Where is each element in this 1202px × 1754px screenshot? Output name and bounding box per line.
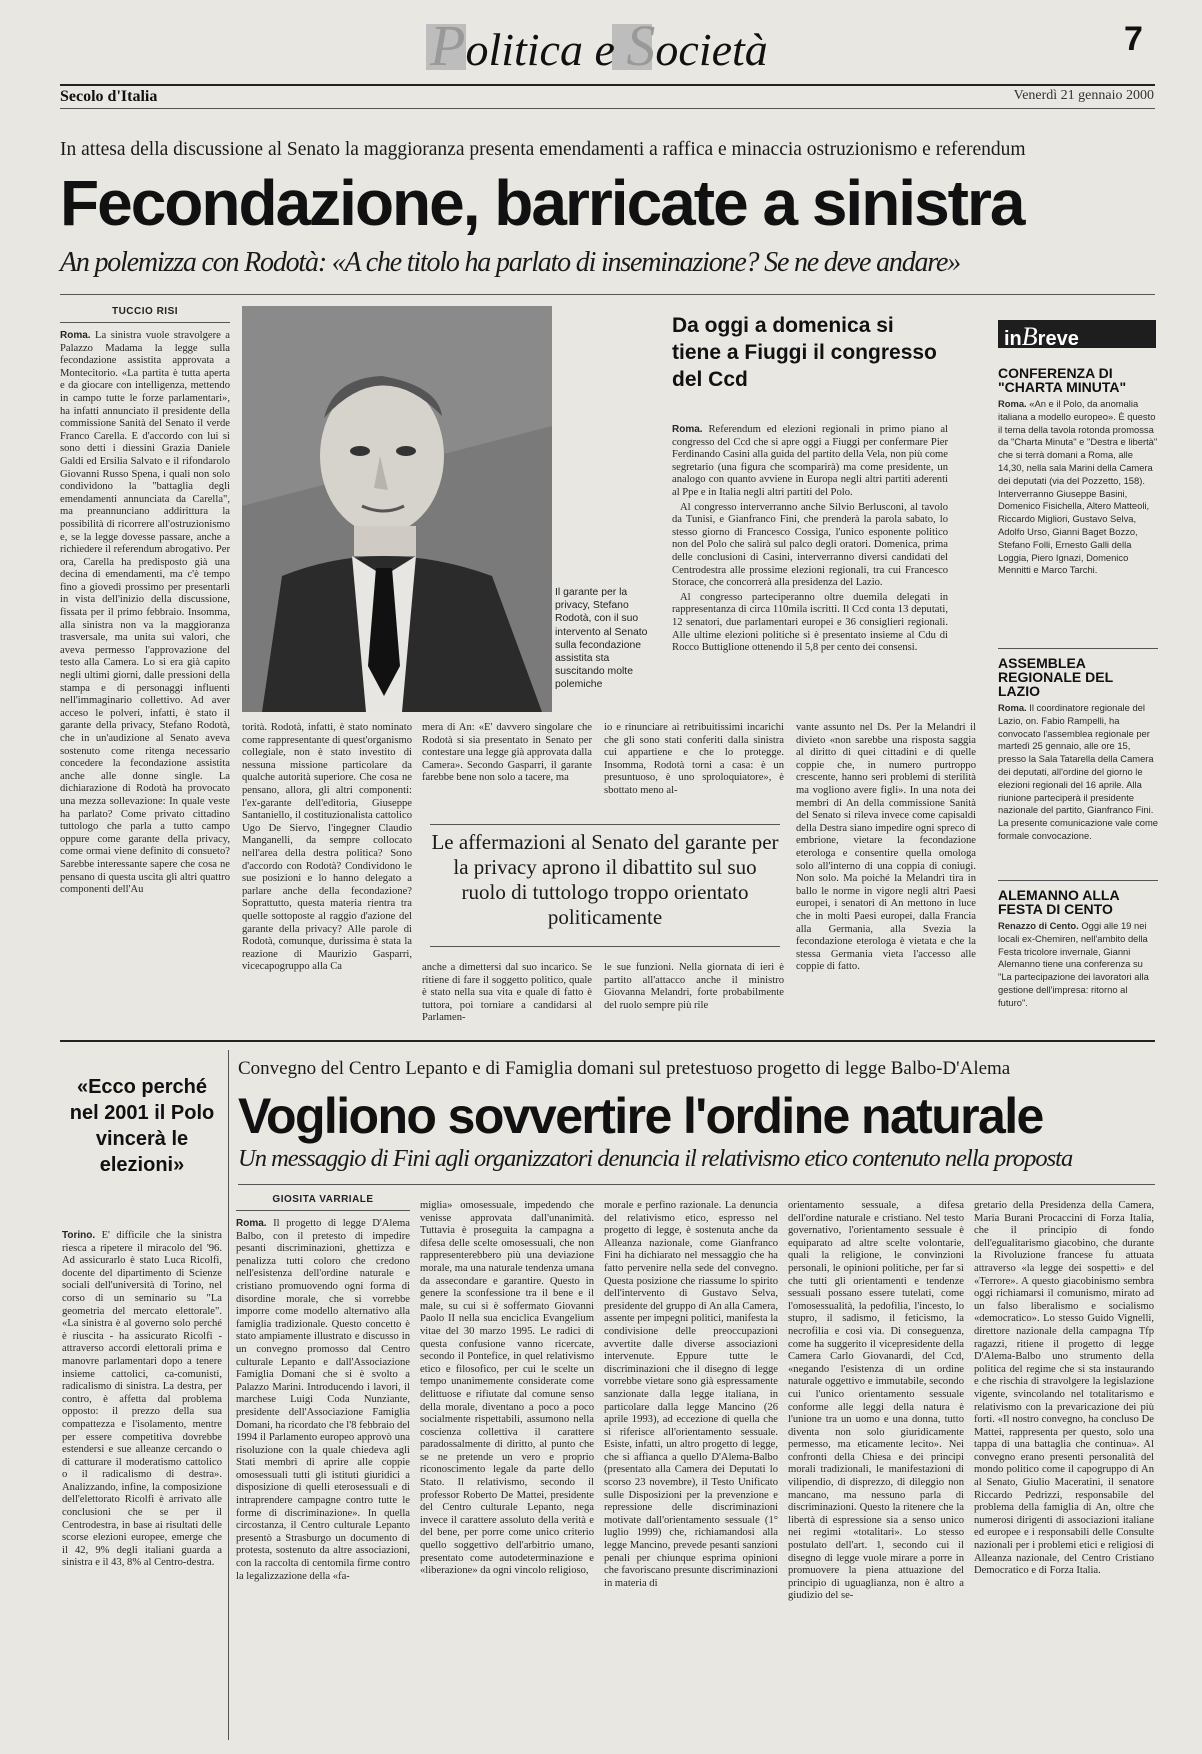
- article1-col2-text: torità. Rodotà, infatti, è stato nominato come rappresentante di quest'organismo collegiale, non è stato investito di nessuna missione particolare da qualche autorità superiore. Che cosa ne pensano, allora, gli altri componenti: l'ex-garante dell'editoria, Giuseppe Santaniello, il costituzionalista cattolico Ugo De Siervo, l'ingegner Claudio Manganelli, da sempre collocato nell'area della destra politica? Sono d'accordo con Rodotà? Condividono le sue posizioni e lo hanno delegato a parlare anche della fecondazione? Soprattutto, questa materia rientra tra quelle sottoposte al raggio d'azione del garante della privacy? Alle parole di Rodotà, comunque, durissima è stata la reazione di Maurizio Gasparri, vicecapogruppo alla Ca: [242, 722, 412, 973]
- pullquote-rule-bottom: [430, 946, 780, 947]
- article2-column-2: [420, 1200, 594, 1740]
- polo-box-text: [62, 1230, 222, 1742]
- article1-headline: Fecondazione, barricate a sinistra: [60, 167, 1024, 239]
- article1-col3b-text: anche a dimettersi dal suo incarico. Se ritiene di fare il soggetto politico, quale è stato nella sua vita e quale di fatto è tuttora, poi torniare a candidarsi al Parlamen-: [422, 962, 592, 1024]
- polo-box-headline: «Ecco perché nel 2001 il Polo vincerà le elezioni»: [69, 1076, 215, 1176]
- in-breve-label: [1004, 322, 1079, 352]
- polo-box-text-body: E' difficile che la sinistra riesca a ripetere il miracolo del '96. Ad assicurarlo è stato Luca Ricolfi, docente del dipartimento di Scienze sociali dell'università di Torino, nel corso di un seminario su "La geometria del mercato elettorale". «La sinistra è al governo solo perché è riuscita - ha assicurato Ricolfi - attraverso accordi elettorali prima e manovre parlamentari dopo a tenere insieme cattolici, ca-comunisti, radicalismo di sinistra. La destra, per contro, è affetta dal problema opposto: il prezzo della sua compattezza e l'isolamento, mentre per essere competitiva dovrebbe estendersi e sue alleanze cercando o di catturare il moderatismo cattolico o il radicalismo di destra». Analizzando, infine, la composizione dell'elettorato Ricolfi è arrivato alle conclusioni che se per il Centrodestra, in base ai risultati delle scorse elezioni europee, emerge che il 42, 9% degli italiani guarda a sinistra e il 43, 8% al Centro-destra.: [62, 1230, 222, 1569]
- ccd-text: [672, 424, 948, 712]
- article2-byline: GIOSITA VARRIALE: [272, 1194, 374, 1205]
- article2-col3-text: morale e perfino razionale. La denuncia del relativismo etico, espresso nel progetto di legge, è sostenuta anche da Alleanza nazionale, come Gianfranco Fini ha dichiarato nel messaggio che ha fatto pervenire nella sede del convegno. Questa posizione che riassume lo spirito dell'intervento di Gustavo Selva, presidente del gruppo di An alla Camera, assente per impegni politici, manifesta la condivisione delle preoccupazioni avvertite dalle diverse associazioni intervenute. Eppure tutte le discriminazioni che il disegno di legge vorrebbe vietare sono già espressamente sanzionate dalla legge italiana, in particolare dalla legge Mancino (26 aprile 1993), ad eccezione di quella che si riferisce all'orientamento sessuale. Esiste, infatti, un altro progetto di legge, che si affianca a quello D'Alema-Balbo (presentato alla Camera dei Deputati lo scorso 23 novembre), il Testo Unificato sulle Disposizioni per la prevenzione e repressione delle discriminazioni motivate dall'orientamento sessuale (1° luglio 1999) che, richiamandosi alla legge Mancino, prevede pesanti sanzioni penali per chiunque esprima opinioni che favoriscano presunte discriminazioni in materia di: [604, 1200, 778, 1589]
- article1-subheadline: An polemizza con Rodotà: «A che titolo ha parlato di inseminazione? Se ne deve andare»: [60, 247, 960, 278]
- in-breve-divider-1: [998, 648, 1158, 649]
- article1-kicker: In attesa della discussione al Senato la maggioranza presenta emendamenti a raffica e minaccia ostruzionismo e referendum: [60, 139, 1026, 160]
- section-title-part1: olitica e: [465, 24, 627, 75]
- article2-column-4: [788, 1200, 964, 1740]
- article1-col4b-text: le sue funzioni. Nella giornata di ieri è partito all'attacco anche il ministro Giovanna Melandri, forte probabilmente del ruolo sempre più rile: [604, 962, 784, 1011]
- article2-headline: Vogliono sovvertire l'ordine naturale: [238, 1088, 1043, 1144]
- in-breve-item-body: [998, 398, 1158, 577]
- section-title-initial-p: P: [430, 13, 466, 78]
- in-breve-divider-2: [998, 880, 1158, 881]
- article1-column-3b: [422, 962, 592, 1032]
- in-breve-item-body: [998, 702, 1158, 843]
- section-title-initial-s: S: [626, 13, 656, 78]
- ccd-text-3: Al congresso parteciperanno oltre duemila delegati in rappresentanza di circa 110mila iscritti. Il Ccd conta 13 deputati, 12 senatori, due parlamentari europei e 36 consiglieri regionali. Alle ultime elezioni politiche si è presentato insieme al Cdu di Rocco Buttiglione ottenendo il 5,8 per cento dei consensi.: [672, 591, 948, 654]
- ccd-headline: Da oggi a domenica si tiene a Fiuggi il congresso del Ccd: [672, 314, 937, 391]
- in-breve-item-body: [998, 920, 1158, 1010]
- in-breve-item-dateline: Renazzo di Cento.: [998, 920, 1079, 931]
- article1-column-2: [242, 722, 412, 982]
- article1-byline: TUCCIO RISI: [111, 306, 179, 317]
- article2-column-3: [604, 1200, 778, 1740]
- in-breve-item-2: [998, 656, 1158, 843]
- ccd-dateline: Roma.: [672, 424, 703, 435]
- header-rule: [60, 84, 1155, 86]
- rodota-photo: [242, 306, 552, 712]
- portrait-illustration: [242, 306, 552, 712]
- section-header: [400, 14, 820, 76]
- article2-rule: [238, 1184, 1155, 1185]
- in-breve-item-text: Oggi alle 19 nei locali ex-Chemiren, nell'ambito della Festa tricolore invernale, Gianni Alemanno tiene una conferenza su "La partecipazione dei lavoratori alla gestione dell'impresa: ritorno al futuro".: [998, 920, 1149, 1008]
- article1-column-5: [796, 722, 976, 1032]
- article1-col4-text: io e rinunciare ai retribuitissimi incarichi che gli sono stati conferiti dalla sinistra cui appartiene e che lo protegge. Insomma, Rodotà torni a casa: è un presuntuoso, è uno sproloquiatore», è sbottato meno al-: [604, 722, 784, 796]
- header-rule-lower: [60, 108, 1155, 109]
- in-breve-item-dateline: Roma.: [998, 702, 1027, 713]
- article2-col2-text: miglia» omosessuale, impedendo che venisse approvata dall'unanimità. Tuttavia è proseguita la campagna a difesa delle scelte omosessuali, che non rappresenterebbero più una deviazione morale, ma una naturale tendenza umana da assecondare e garantire. Questo in genere la sconfessione tra il bene e il male, su cui si è soffermato Giovanni Paolo II nella sua enciclica Evangelium vitae del 30 marzo 1995. Le radici di questa confusione vanno ricercate, secondo il Pontefice, in quel relativismo etico e filosofico, per cui le scelte un tempo unanimemente considerate come delittuose e rifiutate dal comune senso della morale, diventano a poco a poco socialmente rispettabili, assumono nella coscienza collettiva il carattere paradossalmente di diritto, al punto che se ne pretende un vero e proprio riconoscimento legale da parte dello Stato. Il relativismo, secondo il professor Roberto De Mattei, presidente del Centro culturale Lepanto, nega invece il carattere assoluto della verità e del bene, per porre come unico criterio quello soggettivo dell'arbitrio umano, presentato come autodeterminazione e «liberazione» da ogni vincolo religioso,: [420, 1200, 594, 1577]
- ccd-text-1: Referendum ed elezioni regionali in primo piano al congresso del Ccd che si apre oggi a Fiuggi per confermare Pier Ferdinando Casini alla guida del partito della Vela, non più come segretario (una figura che scomparirà) ma come presidente, un analogo con quanto avviene in Europa negli altri partiti aderenti al Ppe e in Italia negli altri partiti del Polo.: [672, 424, 948, 498]
- ccd-text-2: Al congresso interverranno anche Silvio Berlusconi, al tavolo da Tunisi, e Gianfranco Fini, che prenderà la parola sabato, lo stesso giorno di Francesco Cossiga, l'unico esponente politico non del Polo che salirà sul palco degli oratori. Domenica, prima delle conclusioni di Casini, interverranno diversi candidati del Centrodestra alle prossime elezioni regionali, tra cui Francesco Storace, che concorrerà alla presidenza del Lazio.: [672, 501, 948, 589]
- article2-col1-text: Il progetto di legge D'Alema Balbo, con il pretesto di impedire pesanti discriminazioni, ghettizza e penalizza tutti coloro che credono nell'esistenza dell'ordine naturale e cristiano promuovendo ogni forma di disordine morale, che si vorrebbe imporre come modello alternativo alla famiglia tradizionale. Questo concetto è stato ampiamente illustrato e discusso in un convegno promosso dal Centro culturale Lepanto e dall'Associazione Famiglia Domani che si è svolto a Palazzo Marini. Introducendo i lavori, il marchese Luigi Coda Nunziante, presidente dell'Associazione Famiglia Domani, ha ricordato che l'8 febbraio del 1994 il Parlamento europeo approvò una risoluzione con la quale chiedeva agli Stati membri di aprire alle coppie omosessuali tutti gli istituti giuridici a disposizione di quelli eterosessuali e di intraprendere campagne contro tutte le forme di discriminazione». In quella circostanza, il Centro culturale Lepanto presentò a Strasburgo un documento di protesta, sostenuto da altre associazioni, con la raccolta di centomila firme contro la legalizzazione della «fa-: [236, 1218, 410, 1582]
- article1-rule: [60, 294, 1155, 295]
- in-breve-item-text: «An e il Polo, da anomalia italiana a modello europeo». È questo il tema della tavola rotonda promossa da "Charta Minuta" e "Destra e libertà" che si terrà domani a Roma, alle 14,30, nella sala Marini della Camera dei deputati (via del Pozzetto, 158). Interverranno Giuseppe Basini, Domenico Fisichella, Altero Matteoli, Riccardo Migliori, Gustavo Selva, Adolfo Urso, Gianni Baget Bozzo, Stefano Folli, Ernesto Galli della Loggia, Piero Ignazi, Domenico Mennitti e Marco Tarchi.: [998, 398, 1158, 576]
- in-breve-item-3: [998, 888, 1158, 1010]
- article1-col3-text: mera di An: «E' davvero singolare che Rodotà si sia presentato in Senato per contestare una legge già approvata dalla Camera». Secondo Gasparri, il garante farebbe bene non solo a tacere, ma: [422, 722, 592, 784]
- article1-col1-text: La sinistra vuole stravolgere a Palazzo Madama la legge sulla fecondazione assistita approvata a Montecitorio. «La partita è tutta aperta e da giocare con intelligenza, mettendo in campo tutte le forze parlamentari», ha infatti annunciato il presidente della commissione Sanità del Senato il verde Franco Carella. E d'accordo con lui si sono detti i diessini Grazia Daniele Galdi ed Ersilia Salvato e il rifondarolo Giovanni Russo Spena, i quali non solo condividono la "battaglia degli emendamenti annunciata da Carella", ma preannunciano addirittura la possibilità di ricorrere all'ostruzionismo e, se la legge dovesse passare, anche a richiedere il referendum abrogativo. Per ora, Carella ha predisposto già una decina di emendamenti, ma c'è tempo fino a giovedì prossimo per presentarli in vista dell'inizio della discussione, fissata per il primo febbraio. Insomma, alla sinistra non va la maggioranza trasversale, ma unita sui valori, che aveva permesso l'approvazione del testo alla Camera. Lo si era già capito negli ultimi giorni, dalle pressioni della stampa e di personaggi influenti nell'immaginario collettivo. Ad aver acceso le polveri, infatti, è stato il garante della privacy, Stefano Rodotà, che in un'audizione al Senato aveva sostenuto come ritenga necessario concedere la fecondazione assistita anche alle donne single. La dichiarazione di Rodotà ha provocato una mezza sollevazione: In quale veste ha parlato? Come privato cittadino tuttologo che parla a tutto campo oppure come garante della privacy, come ormai viene definito di consueto? Sarebbe interessante sapere che cosa ne pensano di questa uscita gli altri quattro componenti dell'Au: [60, 330, 230, 896]
- in-breve-item-title: ASSEMBLEA REGIONALE DEL LAZIO: [998, 655, 1113, 699]
- in-breve-label-in: in: [1004, 328, 1022, 350]
- polo-box-divider: [228, 1050, 229, 1740]
- in-breve-item-dateline: Roma.: [998, 398, 1027, 409]
- article1-pullquote: Le affermazioni al Senato del garante per la privacy aprono il dibattito sul suo ruolo di tuttologo troppo orientato politicamente: [431, 830, 779, 929]
- in-breve-label-rest: reve: [1037, 328, 1079, 350]
- page-number: 7: [1124, 20, 1143, 58]
- section-title: [430, 13, 768, 78]
- article1-column-3: [422, 722, 592, 802]
- article2-kicker: Convegno del Centro Lepanto e di Famiglia domani sul pretestuoso progetto di legge Balbo-D'Alema: [238, 1058, 1011, 1079]
- photo-caption: Il garante per la privacy, Stefano Rodotà, con il suo intervento al Senato sulla fecondazione assistita sta suscitando molte polemiche: [555, 587, 648, 691]
- byline-rule: [60, 322, 230, 323]
- article2-byline-rule: [236, 1210, 410, 1211]
- in-breve-item-text: Il coordinatore regionale del Lazio, on. Fabio Rampelli, ha convocato l'assemblea regionale per martedì 25 gennaio, alle ore 15, presso la Sala Tatarella della Camera dei deputati, all'ordine del giorno le elezioni regionali del 16 aprile. Alla riunione parteciperà il presidente nazionale del partito, Gianfranco Fini. La presente comunicazione vale come formale convocazione.: [998, 702, 1158, 841]
- article2-subheadline: Un messaggio di Fini agli organizzatori denuncia il relativismo etico contenuto nella proposta: [238, 1145, 1073, 1172]
- article2-col4-text: orientamento sessuale, a difesa dell'ordine naturale e cristiano. Nel testo governativo, l'orientamento sessuale è equiparato ad altre scelte volontarie, quali la religione, le convinzioni personali, le opinioni politiche, per far sì che tutti gli orientamenti e tendenze sessuali possano essere tutelati, come l'omosessualità, la pedofilia, l'incesto, lo stupro, il sadismo, il feticismo, la necrofilia e così via. Di conseguenza, come ha suggerito il vicepresidente della Camera Carlo Giovanardi, del Ccd, «negando l'esistenza di un ordine naturale oggettivo e immutabile, secondo cui l'unico orientamento sessuale conforme alle leggi della natura è l'unione tra un uomo e una donna, tutto diventa non solo giuridicamente permesso, ma eticamente lecito». Nei confronti della Chiesa e dei principi morali tradizionali, le manifestazioni di vilipendio, di disprezzo, di dileggio non mancano, ma nessuno parla di discriminazioni. Questo la ritenere che la libertà di espressione sia a senso unico nei regimi «totalitari». Lo stesso postulato dell'art. 1, secondo cui il disegno di legge vuole mirare a porre in promuovere la piena attuazione del principio di uguaglianza, non è altro a giudizio del se-: [788, 1200, 964, 1602]
- article2-column-1: [236, 1218, 410, 1740]
- article2-dateline: Roma.: [236, 1218, 267, 1229]
- in-breve-item-1: [998, 366, 1158, 577]
- in-breve-item-title: CONFERENZA DI "CHARTA MINUTA": [998, 365, 1127, 395]
- paper-name: Secolo d'Italia: [60, 88, 158, 105]
- in-breve-label-b: B: [1021, 322, 1038, 351]
- article1-column-1: [60, 330, 230, 982]
- pullquote-rule-top: [430, 824, 780, 825]
- polo-box-dateline: Torino.: [62, 1230, 96, 1241]
- in-breve-item-title: ALEMANNO ALLA FESTA DI CENTO: [998, 887, 1120, 917]
- article2-column-5: [974, 1200, 1154, 1740]
- section-title-part2: ocietà: [655, 24, 768, 75]
- issue-date: Venerdì 21 gennaio 2000: [1013, 88, 1154, 103]
- article1-col5-text: vante assunto nel Ds. Per la Melandri il divieto «non sarebbe una risposta saggia al diritto di quei cittadini e di quelle coppie che, in numero purtroppo crescente, hanno seri problemi di sterilità ma vogliono avere figli». In una nota dei membri di An della commissione Sanità del Senato si rileva invece come capisaldi della Destra siano impedire ogni spreco di embrione, vietare la fecondazione eterologa e consentire quella omologa solo all'interno di una coppia di coniugi. Non solo. Ma poiché la Melandri tira in ballo le norme in vigore negli altri Paesi europei, i senatori di An mettono in luce che in molti Paesi europei, dalla Francia alla Germania, alla Svezia la fecondazione eterologa è vietata e che la stessa Germania vieta l'accesso alle coppie di fatto.: [796, 722, 976, 973]
- article2-col5-text: gretario della Presidenza della Camera, Maria Burani Procaccini di Forza Italia, che il principio di fondo dell'egualitarismo giacobino, che durante la Rivoluzione francese fu attuata attraverso «la legge dei sospetti» e del «Terrore». A questo giacobinismo sembra oggi richiamarsi il comunismo, mirato ad un falso liberalismo e socialismo «democratico». Lo stesso Guido Vignelli, direttore nazionale della campagna Tfp ragazzi, ritiene il progetto di legge D'Alema-Balbo uno strumento della politica del regime che si sta instaurando e che rischia di stravolgere la legislazione vigente, svincolando nel totalitarismo e relativismo con la prevaricazione dei più forti. «Il nostro convegno, ha concluso De Mattei, rappresenta per questo, solo una tappa di una battaglia che continua». Al convegno erano presenti personalità del mondo politico come il capogruppo di An al Senato, Giulio Maceratini, il senatore Riccardo Pedrizzi, responsabile del problema della famiglia di An, oltre che numerosi dirigenti di associazioni italiane ed europee e i responsabili delle Consulte nazionali per i problemi etici e religiosi di Alleanza nazionale, del Centro Cristiano Democratico e di Forza Italia.: [974, 1200, 1154, 1577]
- article1-dateline: Roma.: [60, 330, 91, 341]
- in-breve-banner: [998, 320, 1156, 351]
- article1-column-4: [604, 722, 784, 802]
- section-divider: [60, 1040, 1155, 1042]
- article1-column-4b: [604, 962, 784, 1032]
